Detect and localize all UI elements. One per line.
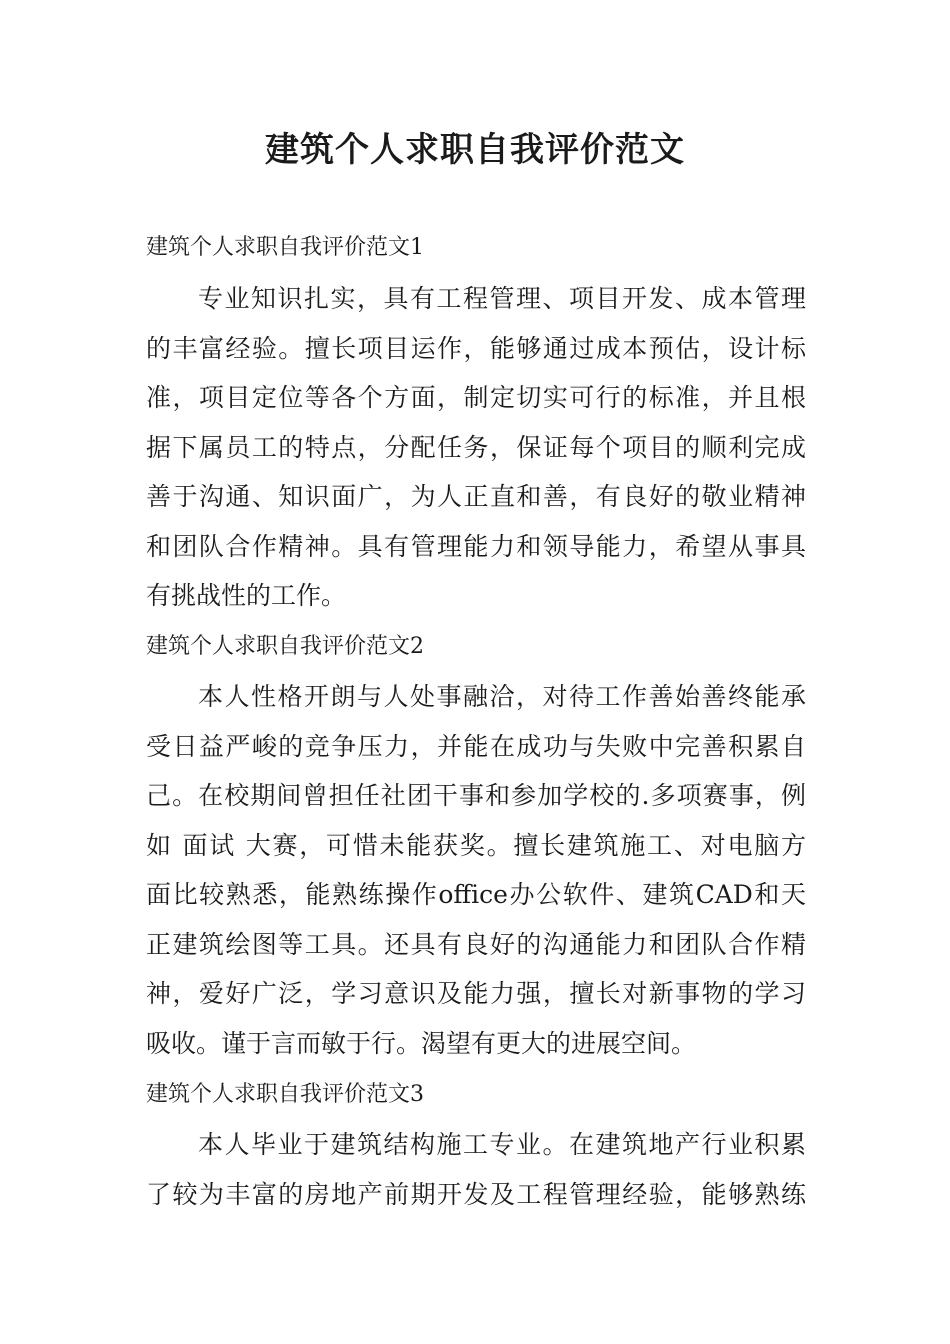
- paragraph-line: 正建筑绘图等工具。还具有良好的沟通能力和团队合作精: [146, 929, 806, 959]
- section-heading-1: 建筑个人求职自我评价范文1: [146, 235, 424, 260]
- paragraph-line: 本人性格开朗与人处事融洽，对待工作善始善终能承: [198, 682, 806, 711]
- paragraph-line: 如 面试 大赛，可惜未能获奖。擅长建筑施工、对电脑方: [146, 830, 806, 860]
- paragraph-line: 受日益严峻的竞争压力，并能在成功与失败中完善积累自: [146, 731, 806, 761]
- paragraph-line: 善于沟通、知识面广，为人正直和善，有良好的敬业精神: [146, 482, 806, 511]
- paragraph-line: 吸收。谨于言而敏于行。渴望有更大的进展空间。: [146, 1028, 697, 1058]
- paragraph-2: [146, 672, 806, 1068]
- paragraph-line: 了较为丰富的房地产前期开发及工程管理经验，能够熟练: [146, 1179, 806, 1209]
- section-heading-2: 建筑个人求职自我评价范文2: [146, 634, 424, 659]
- paragraph-line: 有挑战性的工作。: [146, 581, 347, 610]
- paragraph-line: 据下属员工的特点，分配任务，保证每个项目的顺利完成: [146, 432, 806, 462]
- paragraph-line: 和团队合作精神。具有管理能力和领导能力，希望从事具: [146, 531, 806, 561]
- paragraph-line: 神，爱好广泛，学习意识及能力强，擅长对新事物的学习: [146, 979, 806, 1008]
- paragraph-line: 己。在校期间曾担任社团干事和参加学校的.多项赛事，例: [146, 781, 806, 810]
- document-title: 建筑个人求职自我评价范文: [265, 130, 685, 170]
- paragraph-3: [146, 1120, 806, 1219]
- paragraph-line: 的丰富经验。擅长项目运作，能够通过成本预估，设计标: [146, 333, 806, 363]
- paragraph-line: 本人毕业于建筑结构施工专业。在建筑地产行业积累: [198, 1130, 806, 1159]
- paragraph-line: 专业知识扎实，具有工程管理、项目开发、成本管理: [198, 284, 806, 313]
- paragraph-line: 准，项目定位等各个方面，制定切实可行的标准，并且根: [146, 383, 806, 412]
- section-heading-3: 建筑个人求职自我评价范文3: [146, 1082, 424, 1107]
- paragraph-line: 面比较熟悉，能熟练操作office办公软件、建筑CAD和天: [146, 880, 806, 909]
- paragraph-1: [146, 274, 806, 621]
